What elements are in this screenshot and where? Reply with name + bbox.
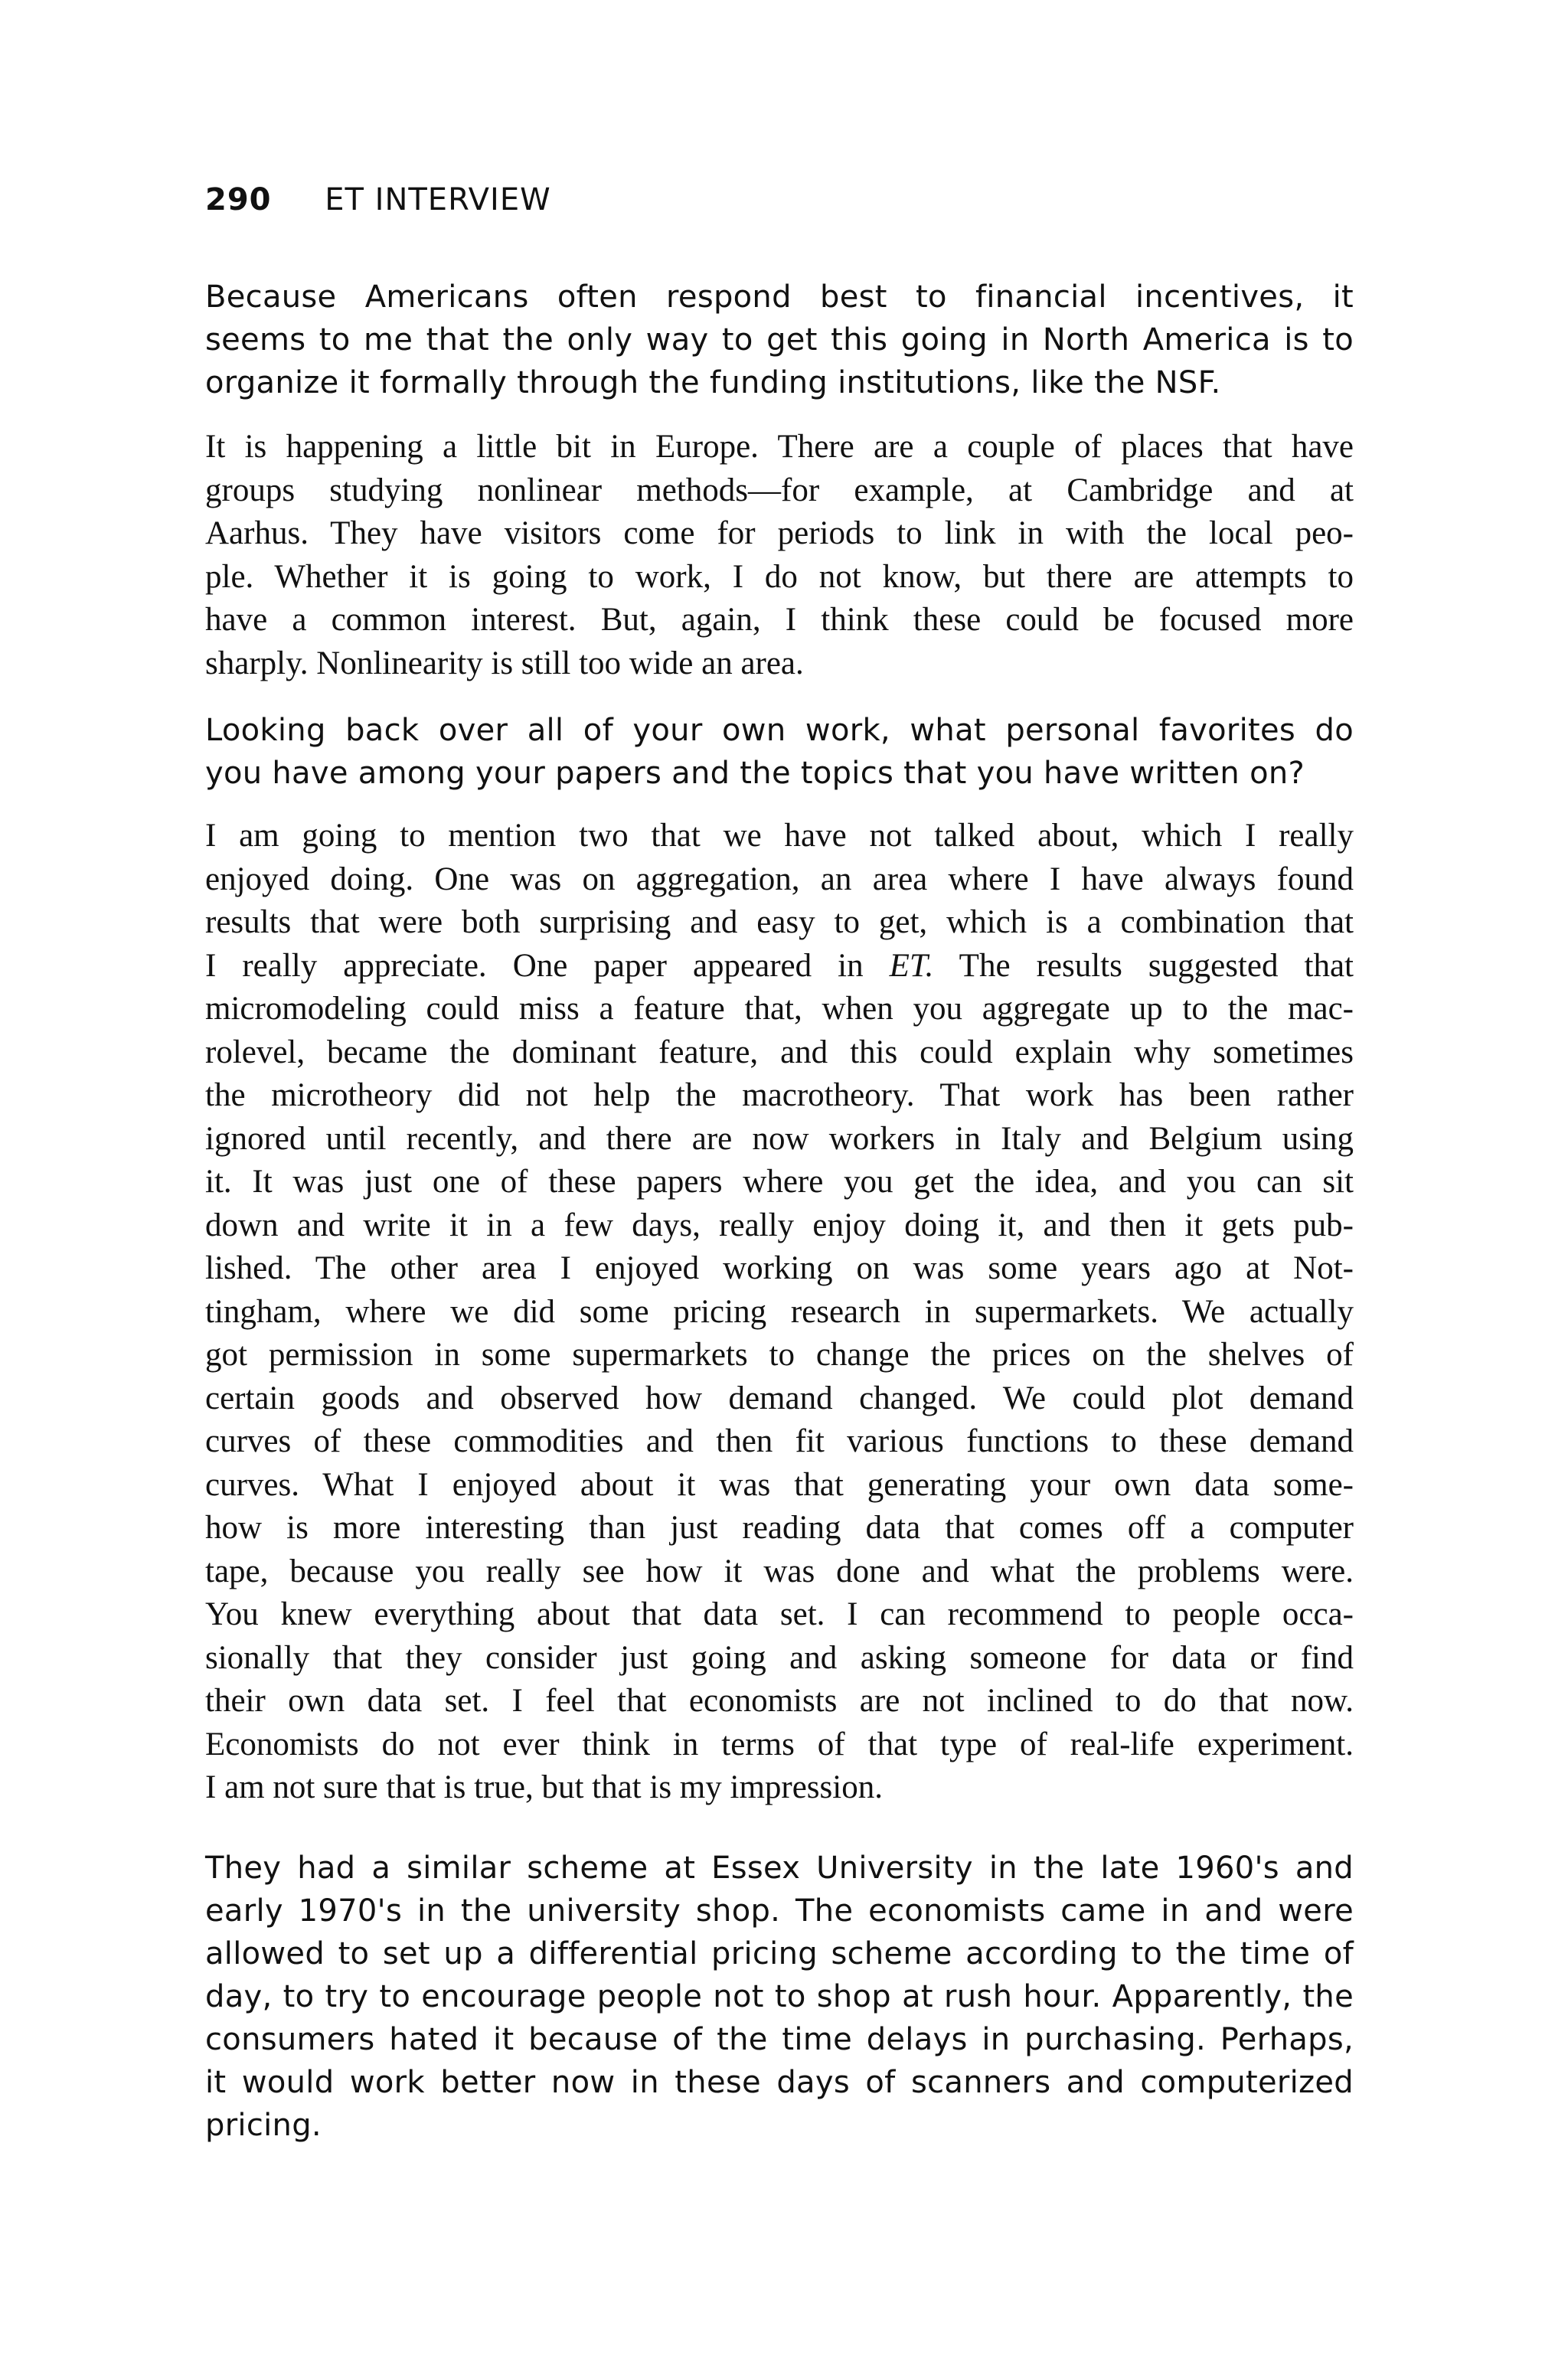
text-line: allowed to set up a differential pricing scheme according to the time of (205, 1936, 1354, 1971)
section-title: ET INTERVIEW (325, 182, 551, 217)
text-line: They had a similar scheme at Essex University in the late 1960's and (205, 1851, 1354, 1886)
text-line: micromodeling could miss a feature that, when you aggregate up to the mac- (205, 991, 1354, 1027)
text-line: it would work better now in these days of scanners and computerized (205, 2065, 1354, 2100)
text-line: Aarhus. They have visitors come for periods to link in with the local peo- (205, 515, 1354, 551)
interviewer-question-1 (205, 276, 1354, 404)
text-line: curves of these commodities and then fit various functions to these demand (205, 1423, 1354, 1459)
text-line: Because Americans often respond best to financial incentives, it (205, 279, 1354, 315)
text-line: early 1970's in the university shop. The economists came in and were (205, 1893, 1354, 1929)
text-line: sionally that they consider just going and asking someone for data or find (205, 1639, 1354, 1676)
text-line: you have among your papers and the topics that you have written on? (205, 756, 1305, 791)
text-line: I am not sure that is true, but that is my impression. (205, 1769, 883, 1805)
text-line: down and write it in a few days, really enjoy doing it, and then it gets pub- (205, 1207, 1354, 1243)
journal-abbreviation: ET. (889, 947, 934, 984)
text-line: It is happening a little bit in Europe. There are a couple of places that have (205, 429, 1354, 465)
text-line: results that were both surprising and easy to get, which is a combination that (205, 904, 1354, 940)
interviewer-question-3 (205, 1847, 1354, 2147)
text-segment: The results suggested that (933, 947, 1354, 984)
text-segment: I really appreciate. One paper appeared in (205, 947, 890, 984)
text-line: seems to me that the only way to get this going in North America is to (205, 322, 1354, 358)
text-line: sharply. Nonlinearity is still too wide an area. (205, 645, 804, 681)
text-line: their own data set. I feel that economists are not inclined to do that now. (205, 1683, 1354, 1719)
text-line: groups studying nonlinear methods—for example, at Cambridge and at (205, 472, 1354, 508)
text-line: consumers hated it because of the time delays in purchasing. Perhaps, (205, 2022, 1354, 2057)
text-line: curves. What I enjoyed about it was that generating your own data some- (205, 1466, 1354, 1503)
text-line: it. It was just one of these papers where you get the idea, and you can sit (205, 1164, 1354, 1200)
text-line: day, to try to encourage people not to shop at rush hour. Apparently, the (205, 1979, 1354, 2014)
text-line: how is more interesting than just reading data that comes off a computer (205, 1510, 1354, 1546)
running-head (205, 182, 551, 217)
interviewee-answer-2 (205, 815, 1354, 1810)
text-line: ignored until recently, and there are now workers in Italy and Belgium using (205, 1120, 1354, 1157)
text-line: got permission in some supermarkets to change the prices on the shelves of (205, 1337, 1354, 1373)
page-number: 290 (205, 182, 272, 217)
text-line-with-citation (205, 945, 1354, 988)
text-line: I am going to mention two that we have not talked about, which I really (205, 818, 1354, 854)
text-line: tape, because you really see how it was done and what the problems were. (205, 1553, 1354, 1589)
text-line: Economists do not ever think in terms of that type of real-life experiment. (205, 1726, 1354, 1762)
text-line: You knew everything about that data set. I can recommend to people occa- (205, 1596, 1354, 1632)
text-line: organize it formally through the funding institutions, like the NSF. (205, 365, 1221, 400)
interviewee-answer-1 (205, 426, 1354, 685)
text-line: rolevel, became the dominant feature, and this could explain why sometimes (205, 1034, 1354, 1070)
text-line: have a common interest. But, again, I think these could be focused more (205, 602, 1354, 638)
text-line: lished. The other area I enjoyed working on was some years ago at Not- (205, 1250, 1354, 1286)
text-line: enjoyed doing. One was on aggregation, an area where I have always found (205, 861, 1354, 897)
text-line: ple. Whether it is going to work, I do not know, but there are attempts to (205, 558, 1354, 595)
interviewer-question-2 (205, 709, 1354, 795)
text-line: certain goods and observed how demand changed. We could plot demand (205, 1380, 1354, 1416)
text-line: pricing. (205, 2108, 322, 2143)
text-line: the microtheory did not help the macrotheory. That work has been rather (205, 1077, 1354, 1113)
text-line: tingham, where we did some pricing research in supermarkets. We actually (205, 1293, 1354, 1330)
text-line: Looking back over all of your own work, what personal favorites do (205, 713, 1354, 748)
